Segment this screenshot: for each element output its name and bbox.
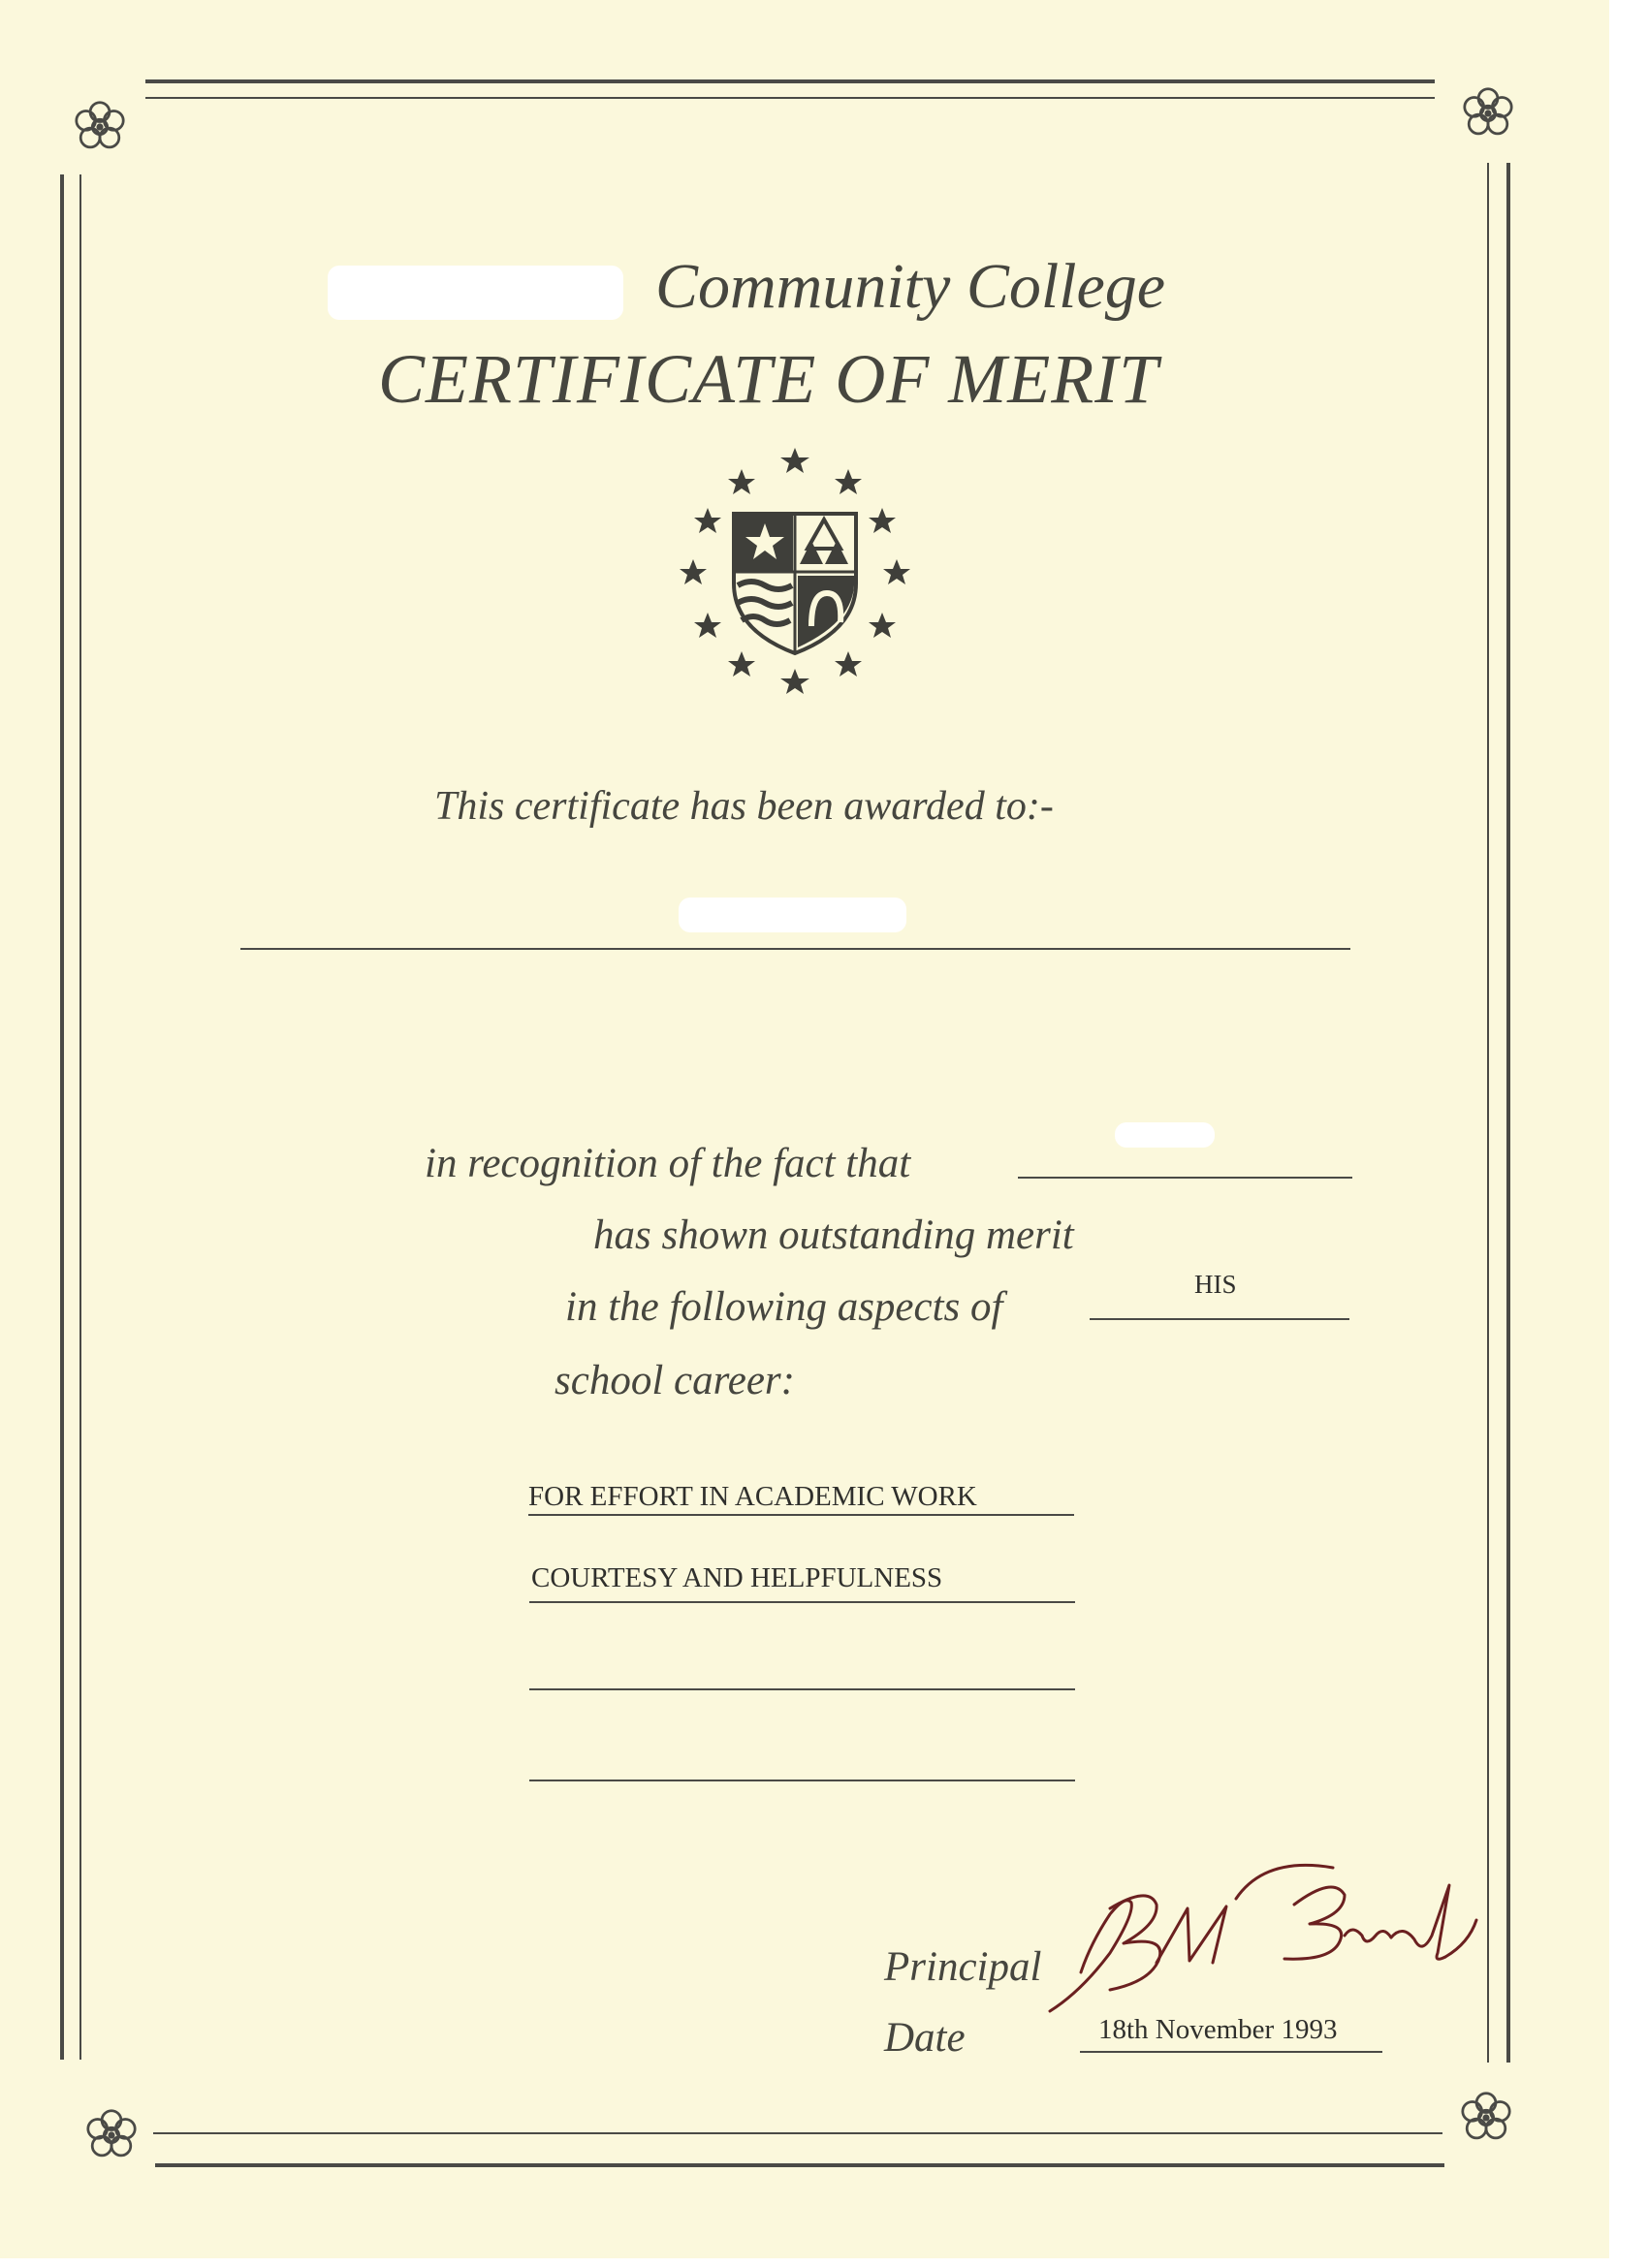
merit-item-line bbox=[529, 1601, 1075, 1603]
border-bottom-inner bbox=[153, 2132, 1442, 2134]
recognition-name-line bbox=[1018, 1177, 1352, 1179]
merit-item-line bbox=[529, 1688, 1075, 1690]
rose-ornament-icon bbox=[1454, 2086, 1518, 2150]
redacted-first-name bbox=[1115, 1122, 1215, 1148]
principal-label: Principal bbox=[884, 1944, 1042, 1990]
merit-item: COURTESY AND HELPFULNESS bbox=[531, 1562, 943, 1593]
awarded-label: This certificate has been awarded to:- bbox=[434, 784, 1054, 829]
border-bottom-outer bbox=[155, 2163, 1444, 2167]
pronoun-line bbox=[1090, 1318, 1349, 1320]
principal-signature bbox=[1042, 1846, 1488, 2031]
aspects-label: in the following aspects of bbox=[565, 1284, 1003, 1330]
recipient-name-line bbox=[240, 948, 1350, 950]
merit-item: FOR EFFORT IN ACADEMIC WORK bbox=[528, 1481, 977, 1512]
date-value: 18th November 1993 bbox=[1098, 2014, 1338, 2045]
merit-item-line bbox=[528, 1514, 1074, 1516]
shown-merit-label: has shown outstanding merit bbox=[593, 1213, 1074, 1258]
rose-ornament-icon bbox=[68, 95, 132, 159]
rose-ornament-icon bbox=[79, 2103, 143, 2167]
border-left-inner bbox=[79, 174, 81, 2060]
college-crest-icon bbox=[674, 448, 916, 700]
merit-item-line bbox=[529, 1780, 1075, 1781]
border-right-outer bbox=[1506, 163, 1510, 2063]
recognition-label: in recognition of the fact that bbox=[425, 1141, 911, 1186]
redacted-college-prefix bbox=[328, 266, 623, 320]
date-label: Date bbox=[884, 2015, 966, 2061]
border-top-inner bbox=[145, 97, 1435, 99]
career-label: school career: bbox=[555, 1358, 795, 1403]
border-top-outer bbox=[145, 79, 1435, 83]
pronoun-value: HIS bbox=[1194, 1270, 1237, 1299]
redacted-recipient-name bbox=[679, 898, 906, 932]
college-name: Community College bbox=[655, 251, 1166, 322]
border-right-inner bbox=[1487, 163, 1489, 2063]
certificate-title: CERTIFICATE OF MERIT bbox=[378, 340, 1159, 418]
date-line bbox=[1080, 2051, 1382, 2053]
rose-ornament-icon bbox=[1456, 81, 1520, 145]
border-left-outer bbox=[60, 174, 64, 2060]
